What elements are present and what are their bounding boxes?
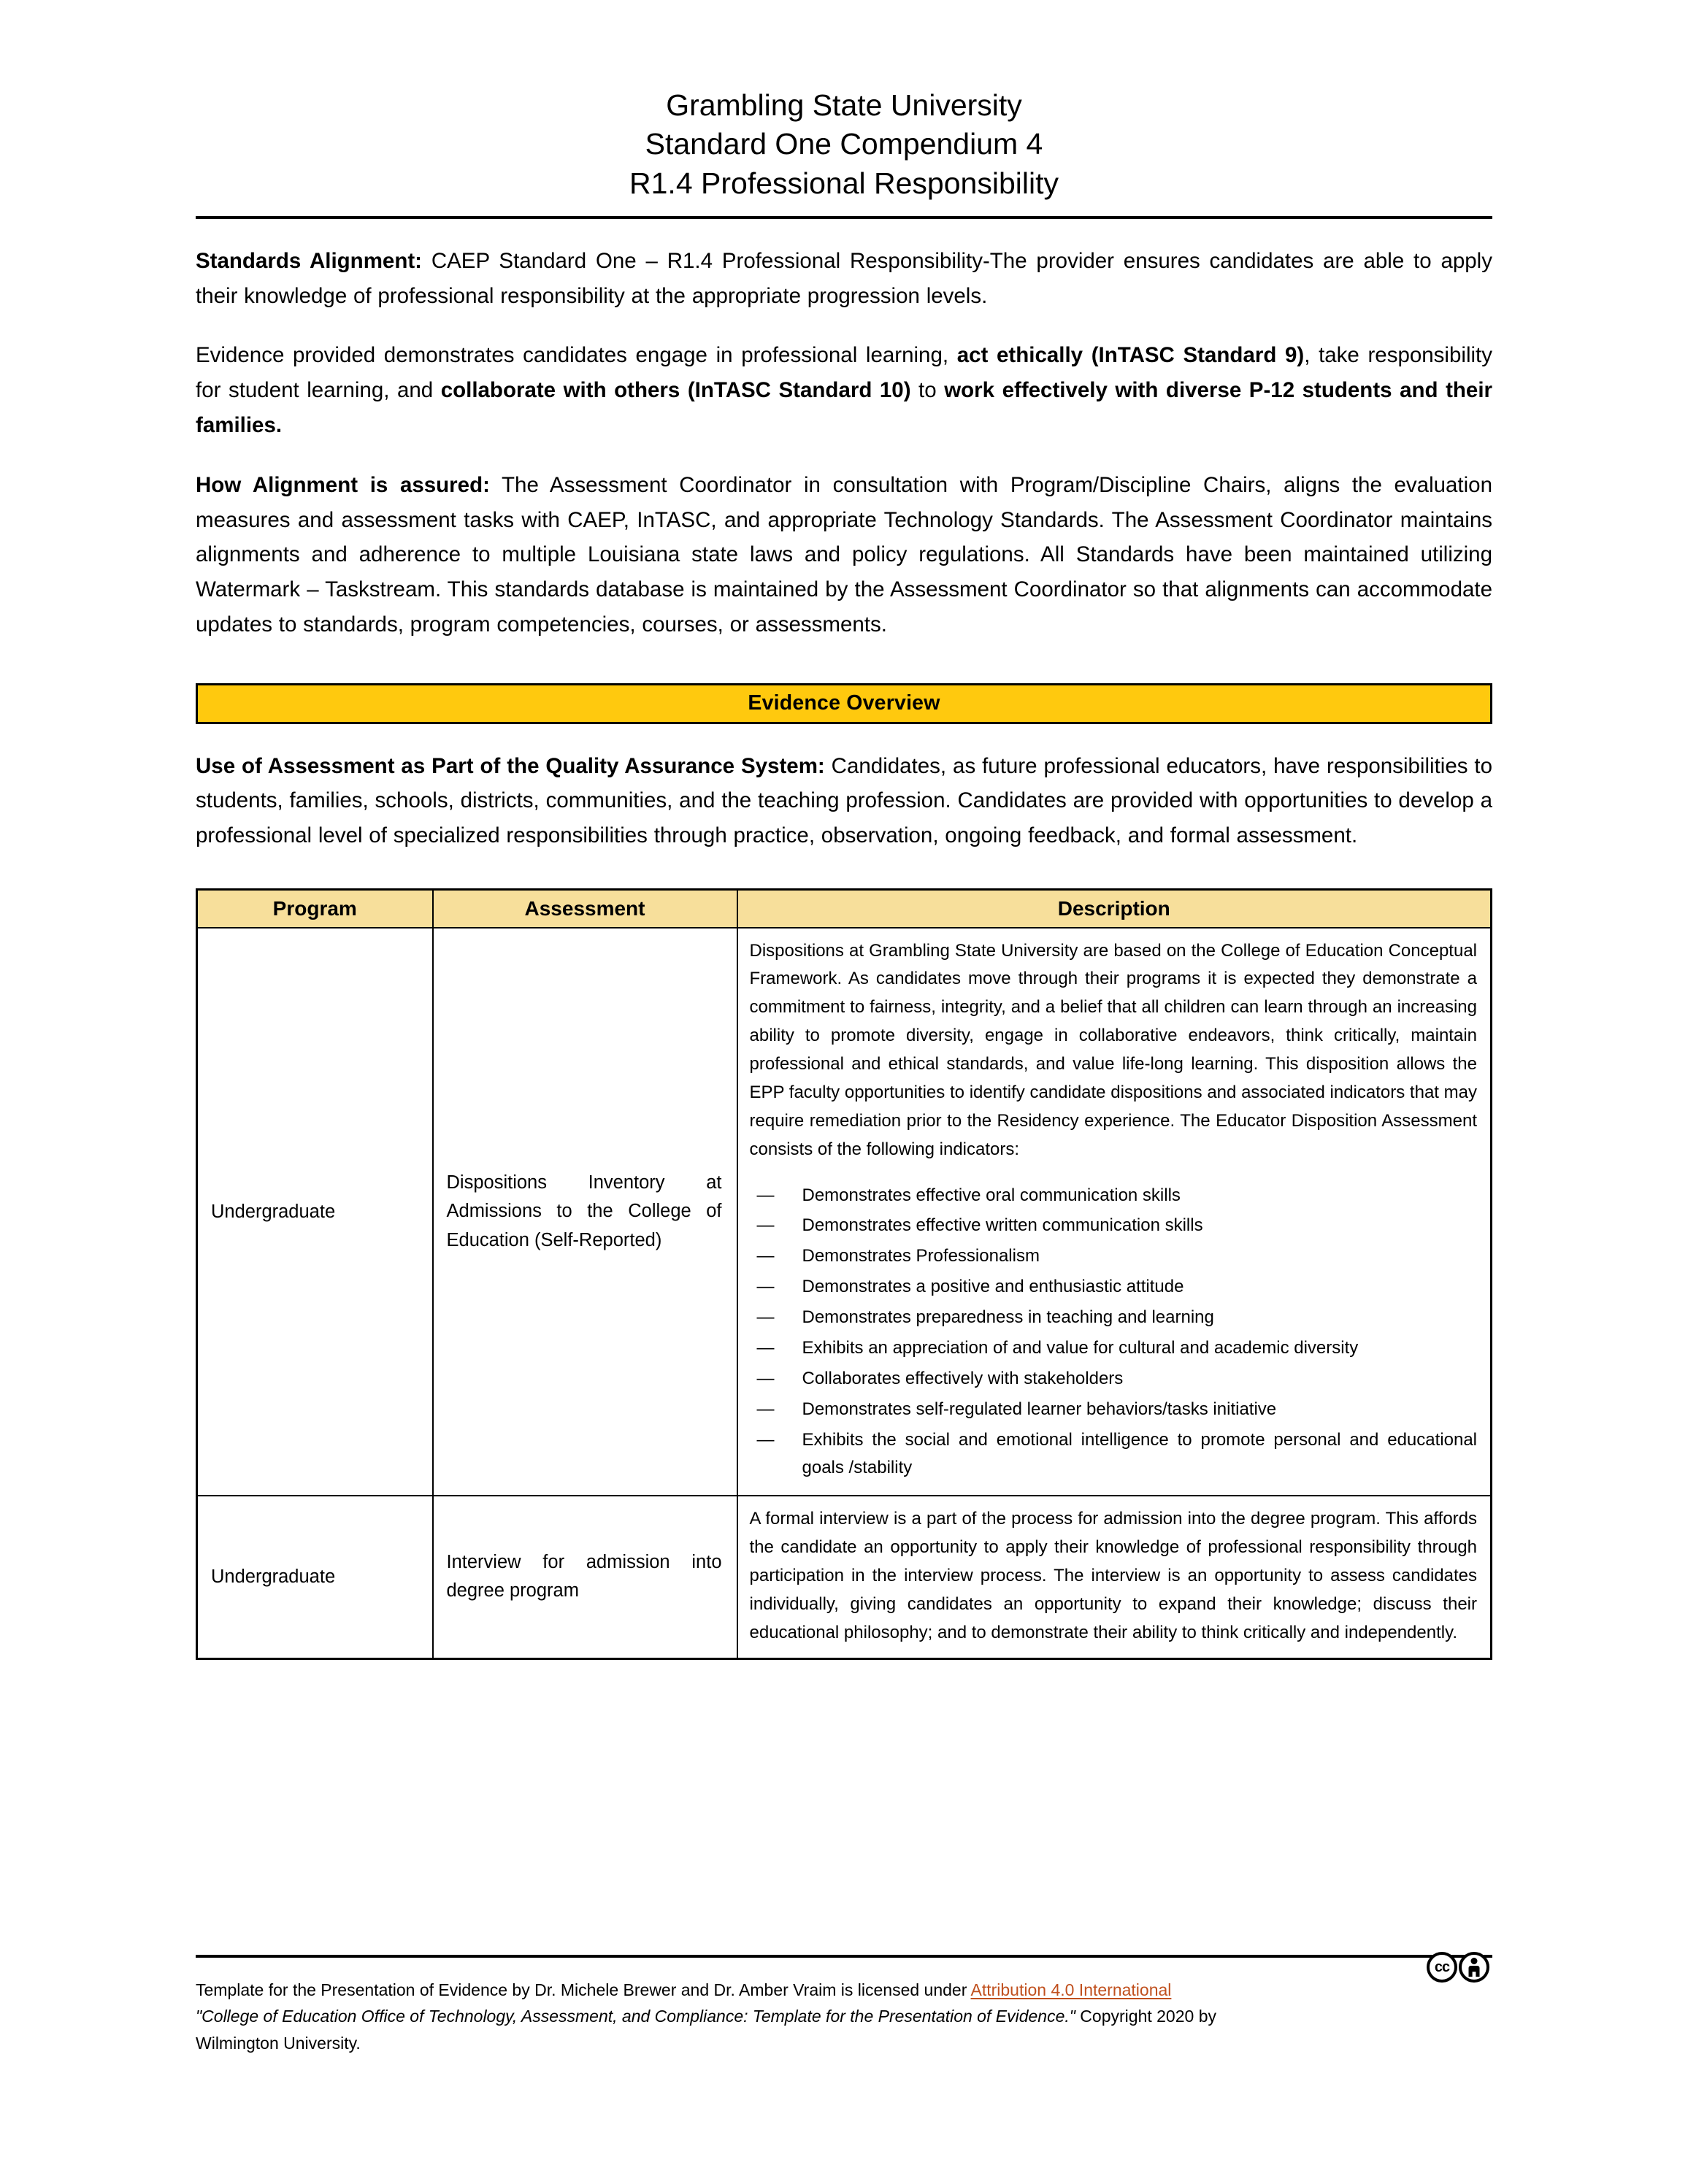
creative-commons-badges	[1427, 1952, 1489, 1983]
title-line-1: Grambling State University	[666, 88, 1022, 122]
list-item: — Demonstrates effective oral communication skills	[750, 1182, 1478, 1210]
cell-program: Undergraduate	[197, 928, 433, 1496]
evidence-statement-part3: to	[910, 378, 945, 403]
evidence-overview-banner	[196, 683, 1492, 724]
cell-description	[737, 928, 1492, 1496]
list-item: — Exhibits the social and emotional intelligence to promote personal and educational goals /stability	[750, 1426, 1478, 1483]
description-text: A formal interview is a part of the process for admission into the degree program. This affords the candidate an opportunity to apply their knowledge of professional responsibility through participation in the interview process. The interview is an opportunity to assess candidates individually, giving candidates an opportunity to expand their knowledge; discuss their educational philosophy; and to demonstrate their ability to think critically and independently.	[749, 1509, 1477, 1642]
cc-badge-label: cc	[1434, 1959, 1450, 1975]
document-content	[196, 0, 1492, 1660]
list-item: — Collaborates effectively with stakeholders	[750, 1365, 1478, 1393]
evidence-table	[196, 888, 1492, 1660]
footer-template-title: "College of Education Office of Technology, Assessment, and Compliance: Template for the Presentation of Evidence."	[196, 2007, 1075, 2026]
evidence-statement-bold2: collaborate with others (InTASC Standard 10)	[440, 378, 911, 403]
table-header-row	[197, 890, 1492, 928]
standards-alignment-body: CAEP Standard One – R1.4 Professional Responsibility-The provider ensures candidates are able to apply their knowledge of professional responsibility at the appropriate progression levels.	[196, 248, 1492, 308]
cell-program: Undergraduate	[197, 1496, 433, 1658]
column-header-assessment: Assessment	[433, 890, 737, 928]
list-item: — Demonstrates effective written communication skills	[750, 1212, 1478, 1240]
list-item: — Demonstrates Professionalism	[750, 1242, 1478, 1271]
use-of-assessment-label: Use of Assessment as Part of the Quality Assurance System:	[196, 753, 825, 778]
title-line-2: Standard One Compendium 4	[645, 127, 1043, 161]
use-of-assessment-paragraph	[196, 724, 1492, 853]
table-row	[197, 928, 1492, 1496]
description-text: Dispositions at Grambling State University are based on the College of Education Conceptual Framework. As candidates move through their programs it is expected they demonstrate a commitment to fairness, integrity, and a belief that all children can learn through an increasing ability to promote diversity, engage in collaborative endeavors, think critically, maintain professional and ethical standards, and value life-long learning. This disposition allows the EPP faculty opportunities to identify candidate dispositions and associated indicators that may require remediation prior to the Residency experience. The Educator Disposition Assessment consists of the following indicators:	[749, 940, 1477, 1159]
title-line-3: R1.4 Professional Responsibility	[629, 166, 1059, 200]
footer-copyright: Copyright 2020 by	[1075, 2007, 1216, 2026]
footer-line-1	[196, 1977, 1492, 2003]
how-alignment-body: The Assessment Coordinator in consultation with Program/Discipline Chairs, aligns the evaluation measures and assessment tasks with CAEP, InTASC, and appropriate Technology Standards. The Assessment Coordinator maintains alignments and adherence to multiple Louisiana state laws and policy regulations. All Standards have been maintained utilizing Watermark – Taskstream. This standards database is maintained by the Assessment Coordinator so that alignments can accommodate updates to standards, program competencies, courses, or assessments.	[196, 472, 1492, 637]
column-header-description: Description	[737, 890, 1492, 928]
footer	[196, 1955, 1492, 2056]
evidence-statement-part1: Evidence provided demonstrates candidates engage in professional learning,	[196, 343, 957, 368]
cell-assessment: Dispositions Inventory at Admissions to the College of Education (Self-Reported)	[433, 928, 737, 1496]
cell-assessment: Interview for admission into degree program	[433, 1496, 737, 1658]
cc-attribution-person-icon	[1459, 1952, 1489, 1983]
evidence-statement-bold1: act ethically (InTASC Standard 9)	[956, 343, 1305, 368]
footer-line-2	[196, 2003, 1492, 2029]
list-item: — Demonstrates preparedness in teaching and learning	[750, 1304, 1478, 1332]
evidence-overview-label: Evidence Overview	[748, 691, 940, 715]
footer-line-1-prefix: Template for the Presentation of Evidence by Dr. Michele Brewer and Dr. Amber Vraim is licensed under	[196, 1980, 971, 1999]
indicator-list	[750, 1182, 1478, 1483]
how-alignment-paragraph	[196, 443, 1492, 642]
evidence-statement-bold3: work effectively with diverse P-12 students and their families.	[196, 378, 1492, 438]
list-item: — Exhibits an appreciation of and value for cultural and academic diversity	[750, 1334, 1478, 1363]
list-item: — Demonstrates self-regulated learner behaviors/tasks initiative	[750, 1396, 1478, 1424]
evidence-statement-paragraph	[196, 313, 1492, 442]
cell-description	[737, 1496, 1492, 1658]
list-item: — Demonstrates a positive and enthusiastic attitude	[750, 1273, 1478, 1301]
footer-text	[196, 1958, 1492, 2056]
evidence-statement-part2: , take responsibility for student learning, and	[196, 343, 1492, 403]
column-header-program: Program	[197, 890, 433, 928]
cc-logo-icon	[1427, 1952, 1457, 1983]
standards-alignment-paragraph	[196, 219, 1492, 314]
use-of-assessment-body: Candidates, as future professional educators, have responsibilities to students, families, schools, districts, communities, and the teaching profession. Candidates are provided with opportunities to develop a professional level of specialized responsibilities through practice, observation, ongoing feedback, and formal assessment.	[196, 753, 1492, 848]
table-row	[197, 1496, 1492, 1658]
page-title	[196, 0, 1492, 203]
footer-line-3: Wilmington University.	[196, 2033, 361, 2053]
standards-alignment-label: Standards Alignment:	[196, 248, 423, 273]
attribution-license-link[interactable]: Attribution 4.0 International	[970, 1980, 1172, 1999]
how-alignment-label: How Alignment is assured:	[196, 472, 490, 497]
